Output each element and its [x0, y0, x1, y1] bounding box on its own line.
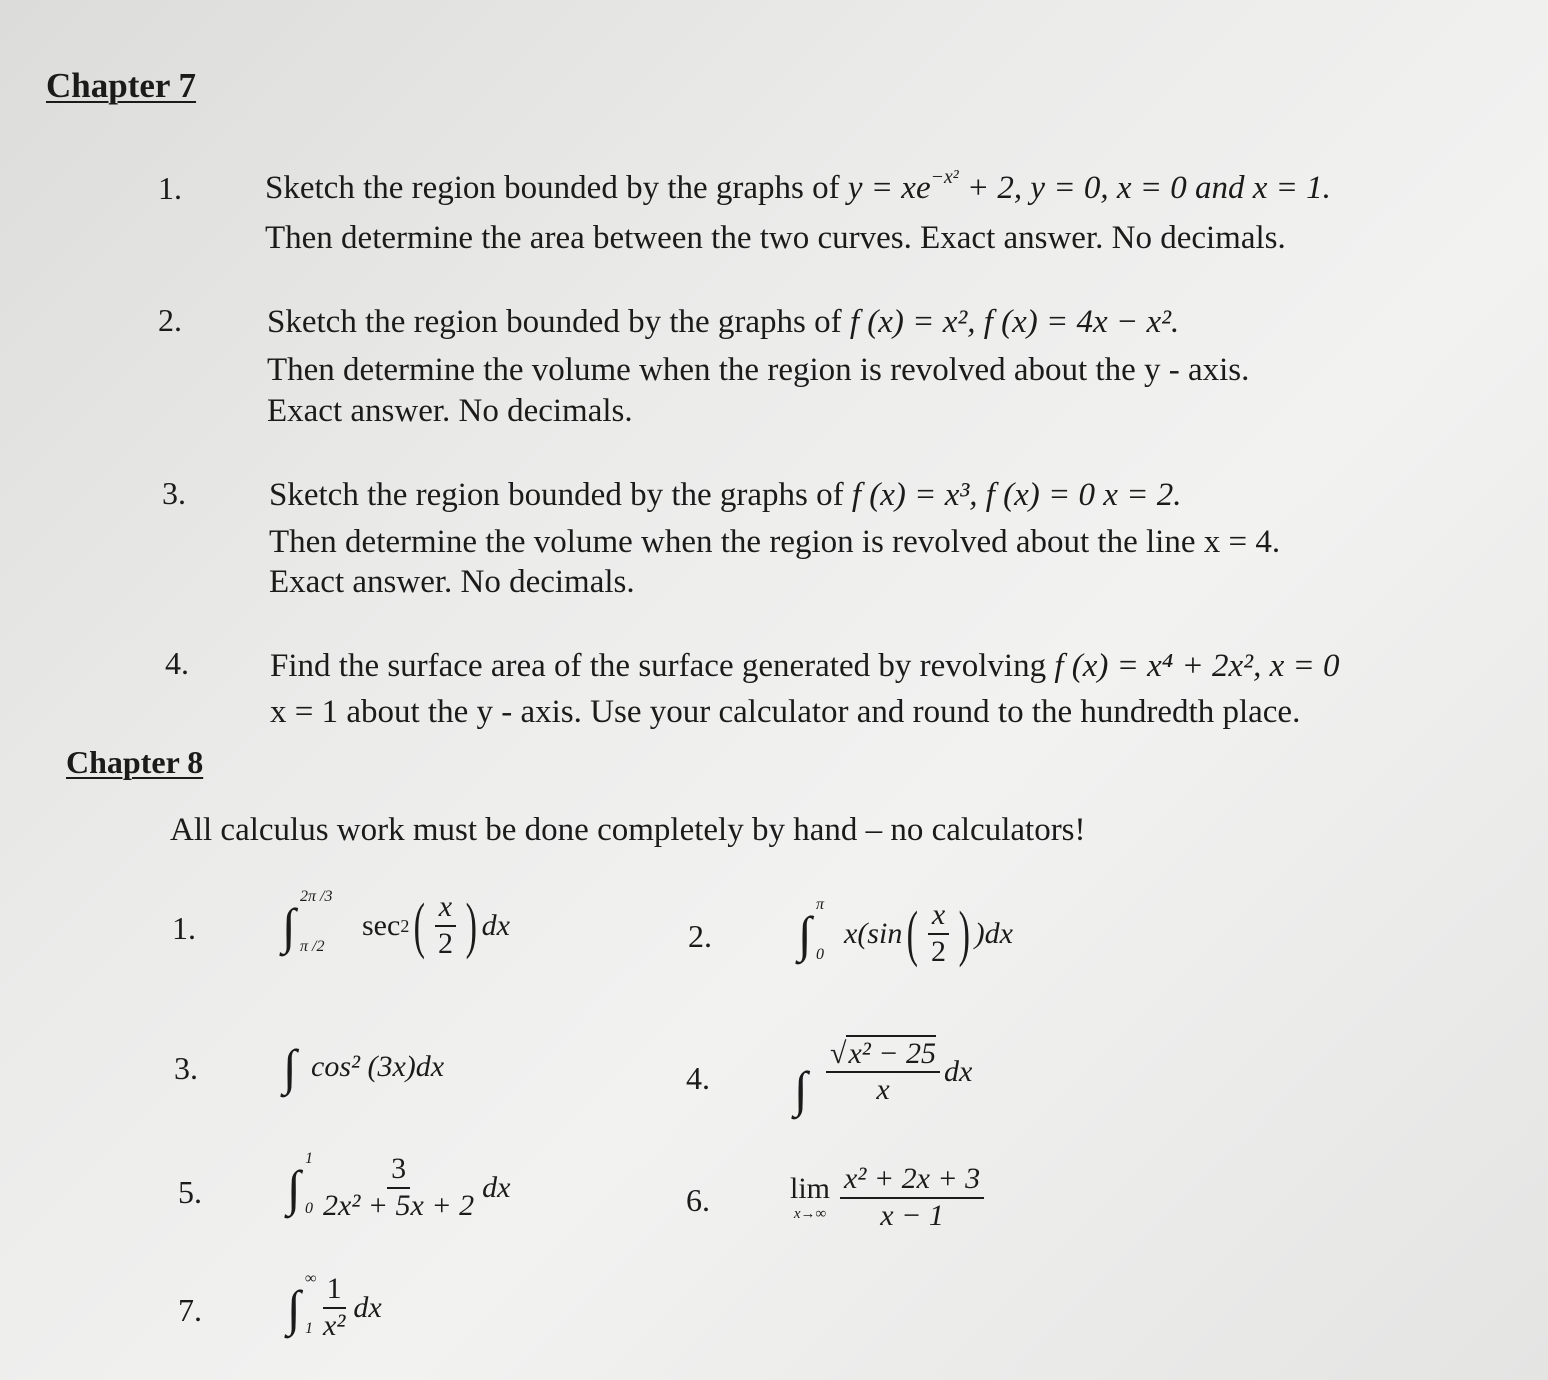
integral-sign: ∫	[283, 1039, 297, 1095]
problem-line: Then determine the area between the two curves. Exact answer. No decimals.	[265, 220, 1286, 256]
chapter-7-heading: Chapter 7	[46, 66, 197, 105]
integral-sign: ∫	[794, 1061, 808, 1117]
chapter-8-heading: Chapter 8	[66, 744, 204, 780]
problem-number: 5.	[178, 1174, 202, 1210]
problem-line: x = 1 about the y - axis. Use your calculator and round to the hundredth place.	[270, 694, 1301, 730]
limit-expression: lim x→∞ $\frac{\text{x² + 2x + 3}}{x - 1}$	[790, 1162, 988, 1233]
integral-sign: ∫ ∞ 1	[287, 1269, 317, 1337]
problem-number: 7.	[178, 1292, 202, 1328]
problem-number: 1.	[158, 170, 182, 206]
problem-number: 4.	[165, 645, 189, 681]
integral-expression: ∫ cos² (3x)dx	[283, 1039, 445, 1095]
integral-expression: ∫ $\frac{\text{√x² − 25}}{x}$ dx	[794, 1036, 973, 1117]
limit-operator: lim x→∞	[790, 1172, 831, 1222]
integral-expression: ∫ 1 0 $\frac{3}{\text{2x² + 5x + 2}}$ dx	[287, 1149, 511, 1222]
problem-line: Sketch the region bounded by the graphs of f (x) = x², f (x) = 4x − x².	[267, 304, 1180, 340]
problem-line: Then determine the volume when the region is revolved about the y - axis.	[267, 352, 1250, 388]
instructions-note: All calculus work must be done completely by hand – no calculators!	[170, 812, 1086, 848]
integral-expression: ∫ 2π /3 π /2 sec 2 ( $\frac{x}{2}$ ) dx	[282, 887, 510, 960]
problem-line: Sketch the region bounded by the graphs of f (x) = x³, f (x) = 0 x = 2.	[269, 477, 1182, 513]
problem-number: 3.	[174, 1050, 198, 1086]
problem-number: 2.	[688, 918, 712, 954]
problem-line: Then determine the volume when the region is revolved about the line x = 4.	[269, 524, 1281, 560]
integral-sign: ∫ 2π /3 π /2	[282, 887, 333, 955]
problem-number: 2.	[158, 302, 182, 338]
integral-sign: ∫ 1 0	[287, 1149, 313, 1217]
sqrt-numerator: √x² − 25	[826, 1037, 940, 1074]
problem-number: 3.	[162, 475, 186, 511]
problem-number: 4.	[686, 1060, 710, 1096]
integral-expression: ∫ ∞ 1 $\frac{1}{\text{x²}}$ dx	[287, 1269, 382, 1342]
problem-number: 6.	[686, 1182, 710, 1218]
problem-number: 1.	[172, 910, 196, 946]
problem-line: Sketch the region bounded by the graphs of $y = xe^{-x^2} + 2$, y = 0, x = 0 and x = 1.	[265, 166, 1331, 206]
problem-line: Exact answer. No decimals.	[267, 393, 633, 429]
problem-line: Find the surface area of the surface generated by revolving f (x) = x⁴ + 2x², x = 0	[270, 648, 1340, 684]
integral-sign: ∫ π 0	[798, 895, 825, 963]
problem-line: Exact answer. No decimals.	[269, 564, 635, 600]
integral-expression: ∫ π 0 x(sin ( $\frac{x}{2}$ ) )dx	[798, 895, 1013, 968]
